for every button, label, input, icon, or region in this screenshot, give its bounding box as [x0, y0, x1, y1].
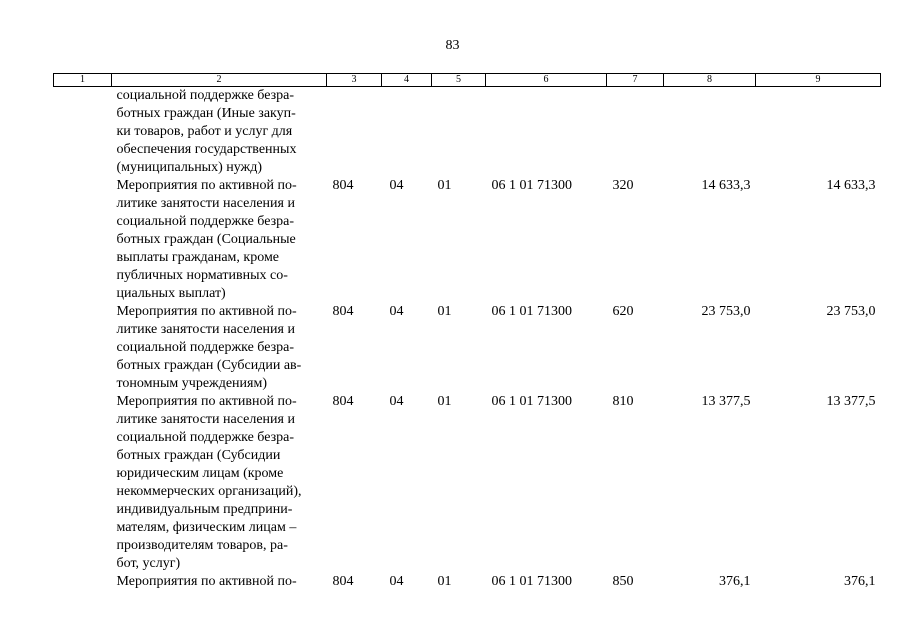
- cell-amount-2: 14 633,3: [826, 178, 876, 193]
- column-header: 5: [432, 74, 486, 87]
- cell-expense-type: [607, 87, 664, 178]
- cell-amount-1: 14 633,3: [701, 178, 751, 193]
- cell-expense-type: 850: [612, 574, 634, 589]
- page-number: 83: [445, 38, 460, 53]
- cell-target-article: [486, 87, 607, 178]
- cell-amount-2: 376,1: [844, 574, 876, 589]
- cell-expense-type: 320: [612, 178, 634, 193]
- cell-ministry: 804: [332, 178, 354, 193]
- cell-expense-type: 810: [612, 394, 634, 409]
- column-header: 6: [486, 74, 607, 87]
- cell-section: [382, 87, 432, 178]
- table-row: [54, 177, 881, 303]
- cell-subsection: 01: [437, 178, 452, 193]
- column-header: 1: [54, 74, 112, 87]
- cell-ministry: 804: [332, 304, 354, 319]
- cell-target-article: 06 1 01 71300: [491, 178, 572, 193]
- cell-num: [54, 177, 112, 303]
- cell-amount-2: [756, 87, 881, 178]
- table-row: [54, 87, 881, 178]
- cell-amount-1: 376,1: [719, 574, 751, 589]
- cell-expense-type: 620: [612, 304, 634, 319]
- budget-table: [53, 73, 881, 591]
- cell-amount-2: 23 753,0: [826, 304, 876, 319]
- cell-description: социальной поддержке безра- ботных граждан (Иные закуп- ки товаров, работ и услуг для обеспечения государственных (муниципальных) нужд): [116, 88, 297, 175]
- column-number-row: [54, 74, 881, 87]
- cell-amount-1: 13 377,5: [701, 394, 751, 409]
- cell-subsection: 01: [437, 304, 452, 319]
- column-header: 7: [607, 74, 664, 87]
- cell-amount-2: 13 377,5: [826, 394, 876, 409]
- cell-section: 04: [389, 304, 404, 319]
- cell-target-article: 06 1 01 71300: [491, 394, 572, 409]
- cell-num: [54, 393, 112, 573]
- cell-amount-1: 23 753,0: [701, 304, 751, 319]
- cell-section: 04: [389, 394, 404, 409]
- column-header: 4: [382, 74, 432, 87]
- column-header: 3: [327, 74, 382, 87]
- cell-num: [54, 87, 112, 178]
- column-header: 9: [756, 74, 881, 87]
- cell-target-article: 06 1 01 71300: [491, 574, 572, 589]
- cell-description: Мероприятия по активной по-: [116, 574, 297, 589]
- cell-description: Мероприятия по активной по- литике занятости населения и социальной поддержке безра- ботных граждан (Социальные выплаты гражданам, кроме публичных нормативных со- циальных выплат): [116, 178, 297, 301]
- table-row: [54, 573, 881, 591]
- cell-ministry: 804: [332, 574, 354, 589]
- cell-description: Мероприятия по активной по- литике занятости населения и социальной поддержке безра- ботных граждан (Субсидии ав- тономным учреждениям): [116, 304, 302, 391]
- cell-amount-1: [664, 87, 756, 178]
- cell-ministry: [327, 87, 382, 178]
- cell-ministry: 804: [332, 394, 354, 409]
- column-header: 2: [112, 74, 327, 87]
- cell-subsection: 01: [437, 394, 452, 409]
- cell-subsection: [432, 87, 486, 178]
- cell-num: [54, 573, 112, 591]
- cell-target-article: 06 1 01 71300: [491, 304, 572, 319]
- cell-section: 04: [389, 574, 404, 589]
- table-row: [54, 393, 881, 573]
- cell-description: Мероприятия по активной по- литике занятости населения и социальной поддержке безра- ботных граждан (Субсидии юридическим лицам (кроме некоммерческих организаций), индивидуальным предприни- мателям, физическим лицам – производителям товаров, ра- бот, услуг): [116, 394, 302, 571]
- cell-subsection: 01: [437, 574, 452, 589]
- column-header: 8: [664, 74, 756, 87]
- cell-section: 04: [389, 178, 404, 193]
- table-row: [54, 303, 881, 393]
- cell-num: [54, 303, 112, 393]
